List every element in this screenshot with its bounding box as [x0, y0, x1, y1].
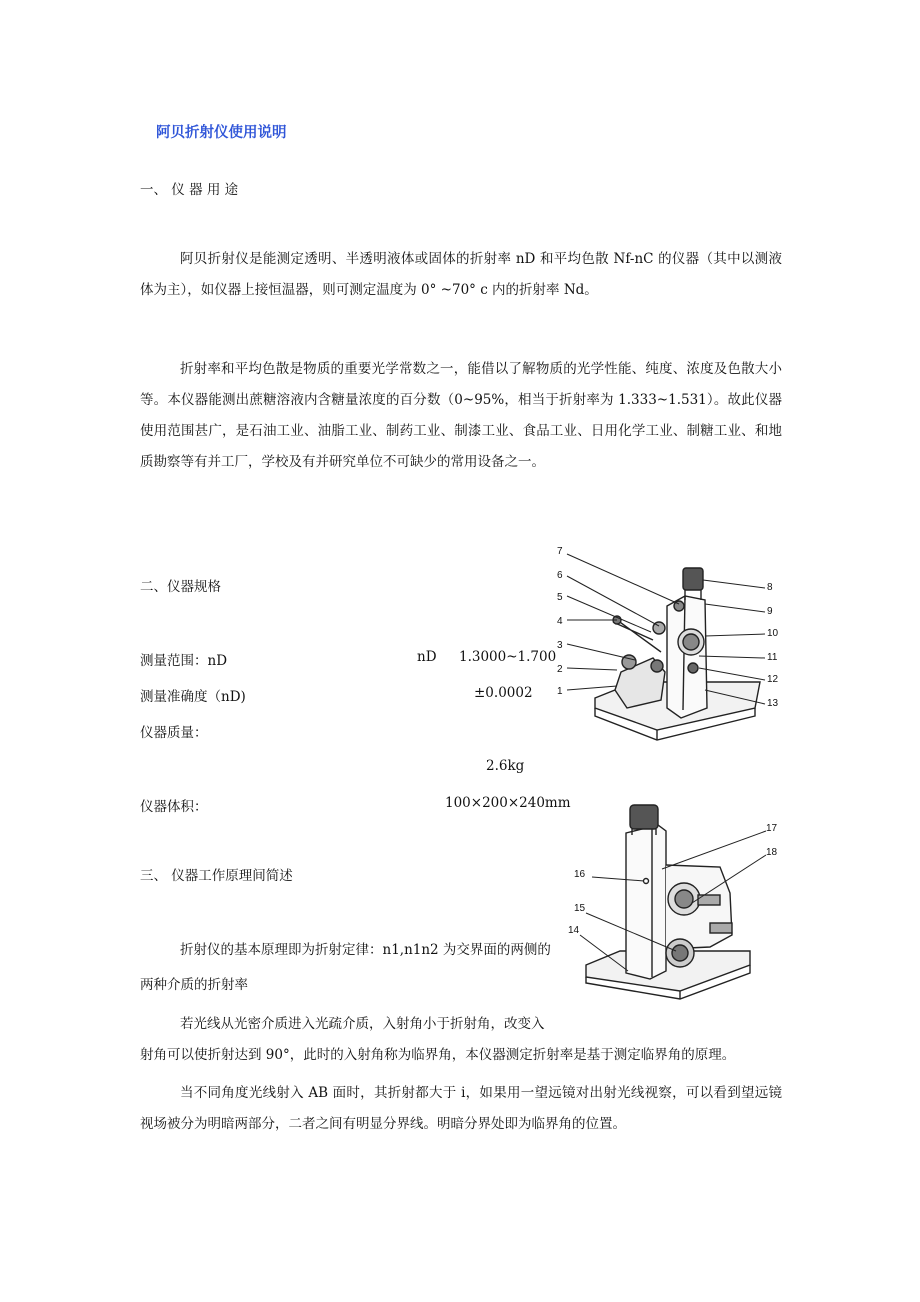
section-3-paragraph-3: 当不同角度光线射入 AB 面时，其折射都大于 i，如果用一望远镜对出射光线视察，可以看到望远镜视场被分为明暗两部分，二者之间有明显分界线。明暗分界处即为临界角的位置。: [140, 1085, 782, 1132]
fig1-label-1: 1: [557, 686, 563, 697]
spec-range-label: 测量范围：nD: [140, 653, 228, 669]
document-title: 阿贝折射仪使用说明: [156, 125, 287, 141]
section-1-heading: 一、 仪 器 用 途: [140, 182, 239, 198]
fig1-label-4: 4: [557, 616, 563, 627]
fig2-label-16: 16: [574, 869, 586, 880]
section-3-paragraph-2b: 射角可以使折射达到 90°，此时的入射角称为临界角，本仪器测定折射率是基于测定临界角的原理。: [140, 1047, 736, 1063]
fig1-label-2: 2: [557, 664, 563, 675]
fig1-label-8: 8: [767, 582, 773, 593]
fig1-label-7: 7: [557, 546, 563, 557]
section-1-paragraph-1: 阿贝折射仪是能测定透明、半透明液体或固体的折射率 nD 和平均色散 Nf-nC 的仪器（其中以测液体为主），如仪器上接恒温器，则可测定温度为 0° ~70° c 内的折射率 Nd。: [140, 251, 782, 298]
fig1-label-5: 5: [557, 592, 563, 603]
section-3-heading: 三、 仪器工作原理间简述: [140, 868, 293, 884]
fig2-label-15: 15: [574, 903, 586, 914]
section-3-paragraph-1a: 折射仪的基本原理即为折射定律：n1,n1n2 为交界面的两侧的: [180, 942, 551, 958]
spec-volume-label: 仪器体积：: [140, 799, 208, 815]
refractometer-front-figure: [555, 540, 785, 755]
spec-mass-value: 2.6kg: [486, 758, 525, 774]
fig2-label-17: 17: [766, 823, 778, 834]
spec-volume-value: 100×200×240mm: [445, 795, 571, 811]
fig1-label-9: 9: [767, 606, 773, 617]
spec-range-value: 1.3000~1.700: [459, 649, 557, 665]
fig2-label-18: 18: [766, 847, 778, 858]
spec-accuracy-label: 测量准确度（nD): [140, 689, 246, 705]
section-2-heading: 二、仪器规格: [140, 579, 221, 595]
fig1-label-13: 13: [767, 698, 779, 709]
spec-mass-label: 仪器质量：: [140, 725, 208, 741]
spec-range-symbol: nD: [417, 649, 437, 665]
fig1-label-12: 12: [767, 674, 779, 685]
fig1-label-10: 10: [767, 628, 779, 639]
fig1-label-6: 6: [557, 570, 563, 581]
fig2-label-14: 14: [568, 925, 580, 936]
fig1-label-11: 11: [767, 652, 778, 663]
section-3-paragraph-1b: 两种介质的折射率: [140, 977, 248, 993]
fig1-label-3: 3: [557, 640, 563, 651]
section-3-paragraph-2a: 若光线从光密介质进入光疏介质，入射角小于折射角，改变入: [180, 1016, 545, 1032]
refractometer-side-figure: [560, 795, 790, 1017]
section-1-paragraph-2: 折射率和平均色散是物质的重要光学常数之一，能借以了解物质的光学性能、纯度、浓度及色散大小等。本仪器能测出蔗糖溶液内含糖量浓度的百分数（0~95%，相当于折射率为 1.333~1.531）。故此仪器使用范围甚广，是石油工业、油脂工业、制药工业、制漆工业、食品工业、日用化学工业、制糖工业、和地质勘察等有并工厂，学校及有并研究单位不可缺少的常用设备之一。: [140, 361, 782, 470]
spec-accuracy-value: ±0.0002: [474, 685, 533, 701]
